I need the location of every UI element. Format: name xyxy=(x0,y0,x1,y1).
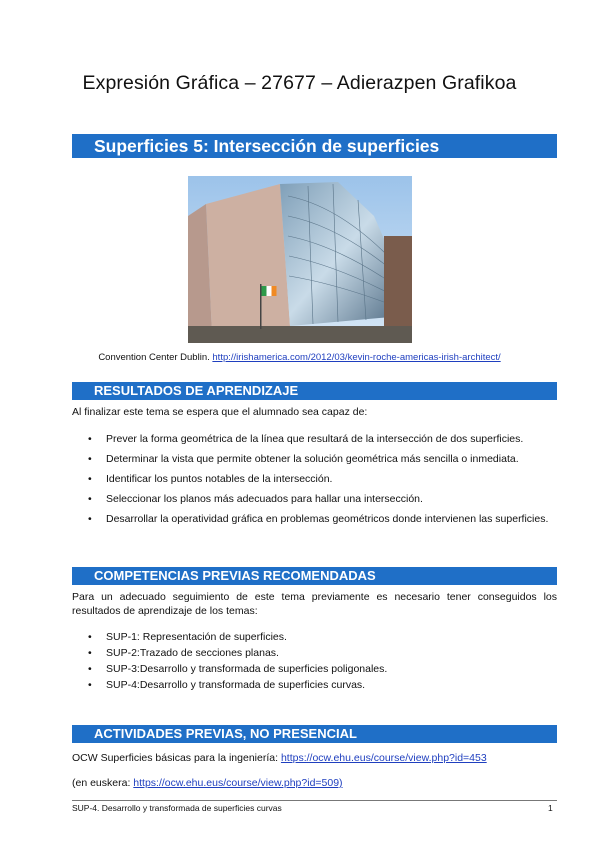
bullet-icon: • xyxy=(88,663,92,675)
main-heading: Superficies 5: Intersección de superficies xyxy=(72,134,557,158)
list-item: • Prever la forma geométrica de la línea que resultará de la intersección de dos superficies. xyxy=(88,433,524,445)
footer-divider xyxy=(72,800,557,801)
bullet-icon: • xyxy=(88,433,92,445)
list-item: • SUP-2:Trazado de secciones planas. xyxy=(88,647,279,659)
document-title: Expresión Gráfica – 27677 – Adierazpen Grafikoa xyxy=(82,72,517,94)
page-number: 1 xyxy=(548,803,553,813)
section-heading-competencias: COMPETENCIAS PREVIAS RECOMENDADAS xyxy=(72,567,557,585)
list-item: • SUP-3:Desarrollo y transformada de superficies poligonales. xyxy=(88,663,388,675)
actividades-line-1-text: OCW Superficies básicas para la ingeniería: xyxy=(72,752,281,764)
building-photo xyxy=(188,176,412,343)
actividades-line-2 xyxy=(72,776,557,790)
resultados-list xyxy=(72,432,557,526)
competencias-list xyxy=(72,630,557,692)
footer-text: SUP-4. Desarrollo y transformada de superficies curvas xyxy=(72,803,282,813)
bullet-icon: • xyxy=(88,473,92,485)
list-item: • Desarrollar la operatividad gráfica en problemas geométricos donde intervienen las superficies. xyxy=(88,513,549,525)
ocw-link-eu[interactable]: https://ocw.ehu.eus/course/view.php?id=509) xyxy=(133,777,343,789)
list-item: • Seleccionar los planos más adecuados para hallar una intersección. xyxy=(88,493,423,505)
section-heading-resultados: RESULTADOS DE APRENDIZAJE xyxy=(72,382,557,400)
caption-text: Convention Center Dublin. xyxy=(98,352,213,363)
list-item: • SUP-1: Representación de superficies. xyxy=(88,631,287,643)
bullet-icon: • xyxy=(88,493,92,505)
actividades-line-1 xyxy=(72,751,557,765)
bullet-icon: • xyxy=(88,647,92,659)
bullet-icon: • xyxy=(88,453,92,465)
resultados-intro: Al finalizar este tema se espera que el alumnado sea capaz de: xyxy=(72,406,368,418)
bullet-icon: • xyxy=(88,513,92,525)
caption-link[interactable]: http://irishamerica.com/2012/03/kevin-roche-americas-irish-architect/ xyxy=(212,352,501,363)
list-item: • Identificar los puntos notables de la intersección. xyxy=(88,473,333,485)
list-item: • SUP-4:Desarrollo y transformada de superficies curvas. xyxy=(88,679,366,691)
figure-caption xyxy=(0,352,599,363)
bullet-icon: • xyxy=(88,679,92,691)
actividades-line-2-text: (en euskera: xyxy=(72,777,134,789)
bullet-icon: • xyxy=(88,631,92,643)
ocw-link-es[interactable]: https://ocw.ehu.eus/course/view.php?id=453 xyxy=(280,752,487,764)
list-item: • Determinar la vista que permite obtener la solución geométrica más sencilla o inmediata. xyxy=(88,453,519,465)
competencias-intro: Para un adecuado seguimiento de este tema previamente es necesario tener conseguidos los resultados de aprendizaje de los temas: xyxy=(72,591,557,617)
section-heading-actividades: ACTIVIDADES PREVIAS, NO PRESENCIAL xyxy=(72,725,557,743)
